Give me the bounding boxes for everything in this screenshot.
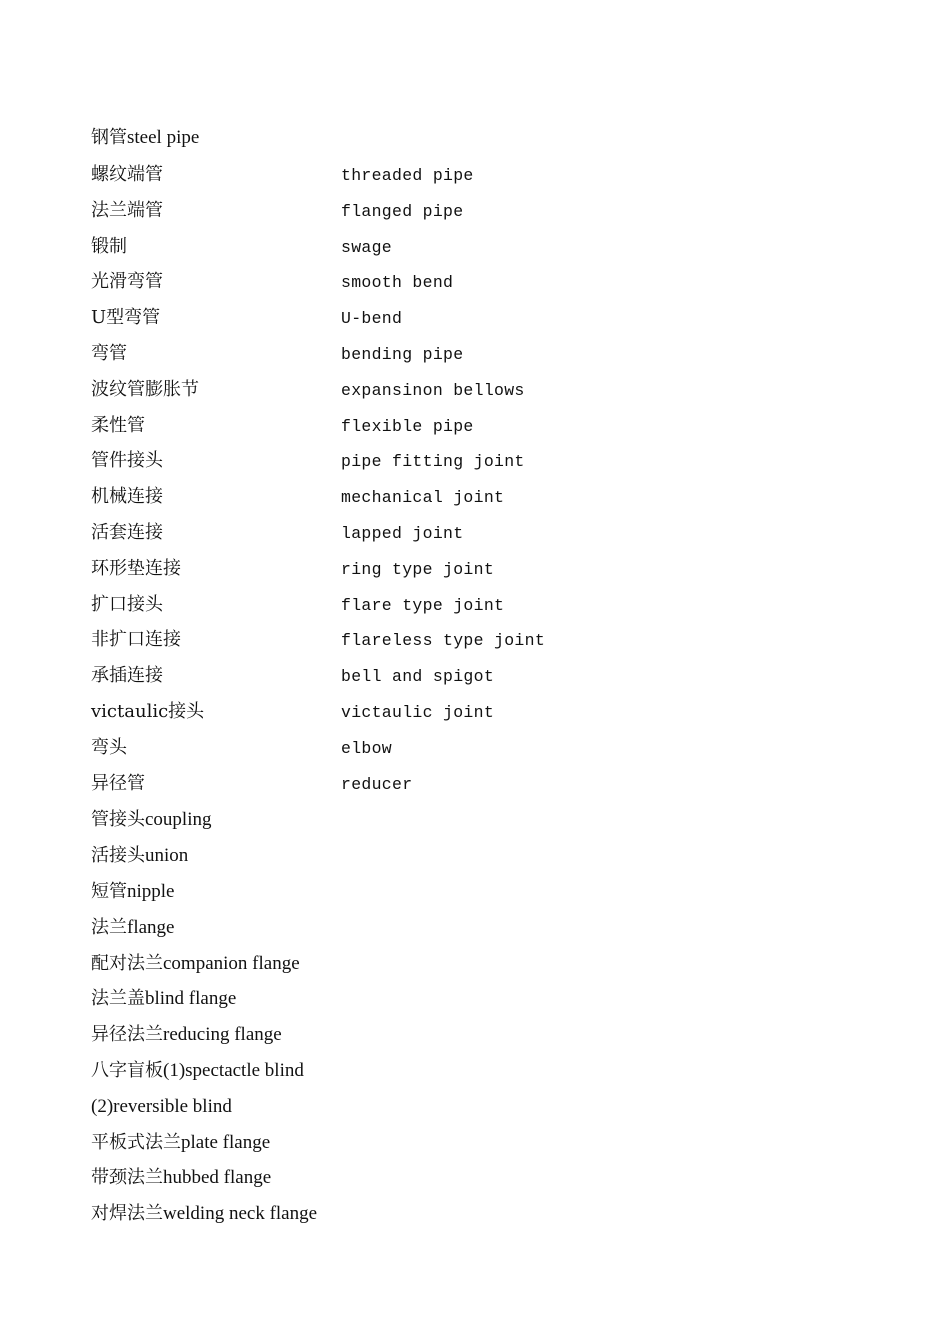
heading-line: [91, 122, 871, 160]
inline-term-zh: 管接头: [91, 809, 145, 831]
inline-term: [91, 840, 188, 871]
term-pair-row: [91, 518, 871, 554]
term-en: bell and spigot: [341, 667, 495, 687]
inline-term-zh: 活接头: [91, 845, 145, 867]
inline-term-zh: 法兰盖: [91, 988, 145, 1010]
inline-term-en: plate flange: [181, 1131, 271, 1153]
term-en: flanged pipe: [341, 201, 464, 221]
inline-term-en: (1)spectactle blind: [163, 1059, 304, 1081]
term-zh: 螺纹端管: [91, 164, 163, 185]
term-en: expansinon bellows: [341, 380, 525, 400]
inline-term-row: [91, 948, 871, 984]
term-zh: 承插连接: [91, 665, 163, 687]
term-en: flareless type joint: [341, 631, 546, 651]
inline-term-row: [91, 1127, 871, 1163]
term-pair-row: [91, 160, 871, 196]
term-zh: 扩口接头: [91, 593, 163, 615]
inline-term-zh: 法兰: [91, 916, 127, 938]
inline-term-en: welding neck flange: [163, 1203, 318, 1225]
inline-term-en: union: [145, 845, 189, 867]
inline-term-en: nipple: [127, 880, 175, 902]
term-zh: 弯管: [91, 342, 127, 364]
term-pair-row: [91, 554, 871, 590]
inline-term: [91, 1162, 271, 1193]
inline-term-en: reducing flange: [163, 1024, 282, 1046]
heading-en: steel pipe: [127, 127, 200, 148]
inline-term-zh: 异径法兰: [91, 1024, 163, 1046]
inline-term-zh: 对焊法兰: [91, 1203, 163, 1225]
inline-term-row: [91, 1091, 871, 1127]
term-pair-row: [91, 267, 871, 303]
term-en: swage: [341, 237, 393, 257]
term-en: elbow: [341, 738, 393, 758]
term-en: mechanical joint: [341, 488, 505, 508]
term-zh: 机械连接: [91, 486, 163, 508]
inline-term-en: flange: [127, 916, 175, 938]
inline-term-row: [91, 1019, 871, 1055]
term-zh: 管件接头: [91, 450, 163, 472]
inline-term-en: blind flange: [145, 988, 237, 1010]
heading-term: [91, 122, 199, 153]
term-zh: 活套连接: [91, 521, 163, 543]
term-en: victaulic joint: [341, 702, 495, 722]
term-pair-row: [91, 590, 871, 626]
term-zh: 光滑弯管: [91, 271, 163, 293]
term-en: ring type joint: [341, 559, 495, 579]
term-en: flare type joint: [341, 595, 505, 615]
inline-term-zh: 带颈法兰: [91, 1167, 163, 1189]
term-zh: U型弯管: [91, 307, 161, 329]
term-en: flexible pipe: [341, 416, 474, 436]
glossary-content: [91, 122, 871, 1234]
term-pair-row: [91, 769, 871, 805]
inline-term: [91, 876, 175, 907]
term-pair-row: [91, 661, 871, 697]
inline-term-row: [91, 876, 871, 912]
term-pair-row: [91, 232, 871, 268]
term-pair-row: [91, 375, 871, 411]
inline-term: [91, 804, 212, 835]
term-en: smooth bend: [341, 273, 454, 293]
term-zh: 锻制: [91, 235, 127, 257]
term-pair-row: [91, 196, 871, 232]
inline-term-row: [91, 912, 871, 948]
inline-term-row: [91, 983, 871, 1019]
inline-term-zh: 短管: [91, 880, 127, 902]
inline-term: [91, 1091, 232, 1122]
term-zh: 法兰端管: [91, 199, 163, 221]
term-zh: victaulic接头: [91, 700, 205, 722]
term-pair-row: [91, 625, 871, 661]
inline-term-zh: 配对法兰: [91, 952, 163, 974]
inline-term: [91, 1127, 270, 1158]
term-zh: 弯头: [91, 736, 127, 758]
term-pair-row: [91, 733, 871, 769]
term-en: lapped joint: [341, 523, 464, 543]
inline-term-en: coupling: [145, 809, 212, 831]
term-pair-row: [91, 446, 871, 482]
inline-term: [91, 912, 174, 943]
inline-term-row: [91, 1055, 871, 1091]
term-pair-row: [91, 697, 871, 733]
term-en: bending pipe: [341, 344, 464, 364]
term-zh: 环形垫连接: [91, 557, 181, 579]
inline-term-row: [91, 804, 871, 840]
inline-term: [91, 948, 300, 979]
term-zh: 非扩口连接: [91, 629, 181, 651]
inline-term-row: [91, 1198, 871, 1234]
term-zh: 柔性管: [91, 414, 145, 436]
inline-term-zh: 八字盲板: [91, 1059, 163, 1081]
term-en: threaded pipe: [341, 166, 474, 185]
term-en: reducer: [341, 774, 413, 794]
inline-term-en: companion flange: [163, 952, 300, 974]
term-pair-row: [91, 303, 871, 339]
inline-term: [91, 983, 236, 1014]
inline-term-row: [91, 1162, 871, 1198]
inline-term-zh: 平板式法兰: [91, 1131, 181, 1153]
heading-zh: 钢管: [91, 127, 127, 148]
term-en: U-bend: [341, 309, 403, 329]
term-zh: 波纹管膨胀节: [91, 378, 199, 400]
term-zh: 异径管: [91, 772, 145, 794]
inline-term-en: (2)reversible blind: [91, 1095, 232, 1117]
inline-term: [91, 1055, 304, 1086]
term-pair-row: [91, 482, 871, 518]
term-pair-row: [91, 411, 871, 447]
inline-term-row: [91, 840, 871, 876]
term-pair-row: [91, 339, 871, 375]
inline-term-en: hubbed flange: [163, 1167, 272, 1189]
term-en: pipe fitting joint: [341, 452, 525, 472]
inline-term: [91, 1019, 282, 1050]
inline-term: [91, 1198, 317, 1229]
